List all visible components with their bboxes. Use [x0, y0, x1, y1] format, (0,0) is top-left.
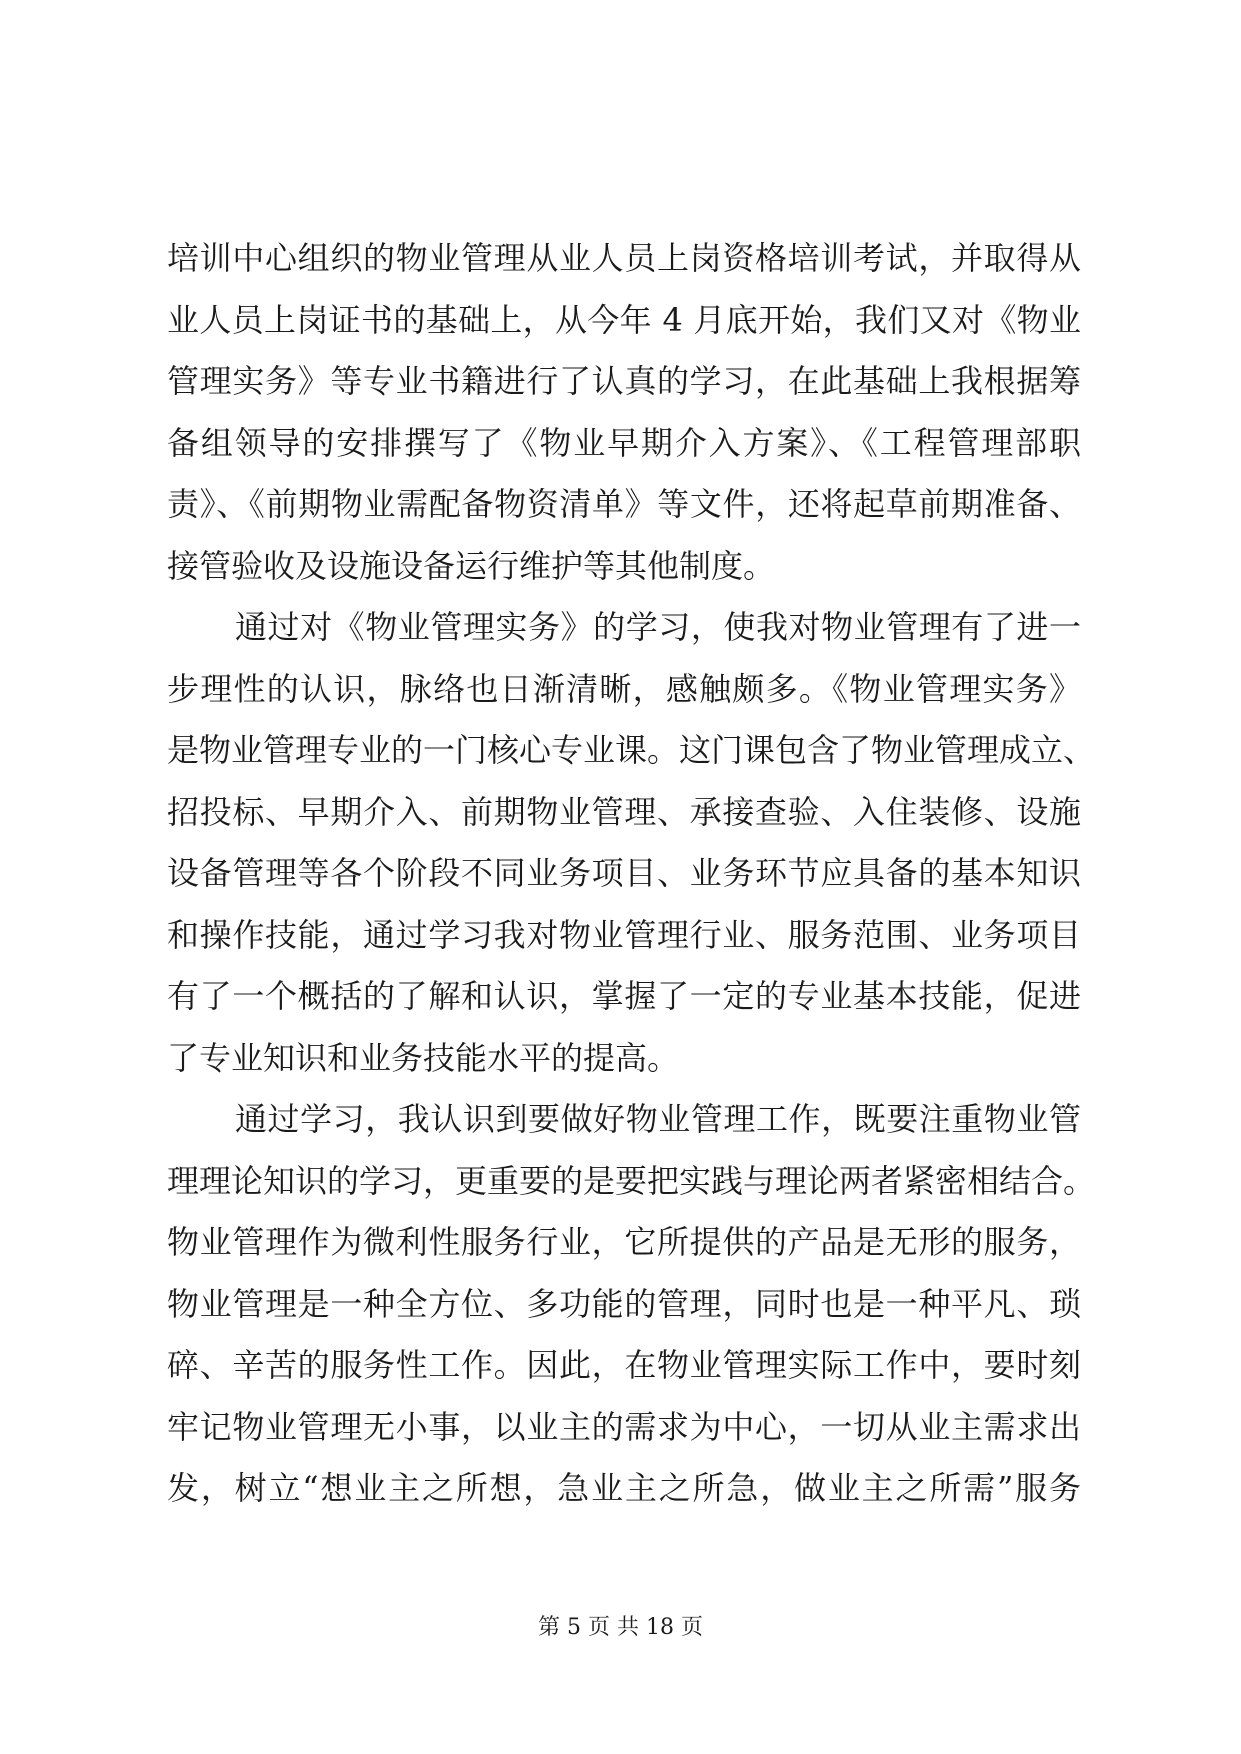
text-line: 通过对《物业管理实务》的学习，使我对物业管理有了进一: [235, 608, 1081, 646]
text-line: 业人员上岗证书的基础上，从今年 4 月底开始，我们又对《物业: [167, 300, 1081, 339]
body-text: [167, 228, 1096, 1520]
page-number-footer: 第 5 页 共 18 页: [538, 1615, 703, 1640]
text-line: 是物业管理专业的一门核心专业课。这门课包含了物业管理成立、: [167, 731, 1096, 769]
paragraph-1: [167, 228, 1081, 597]
text-line: 接管验收及设施设备运行维护等其他制度。: [167, 546, 776, 585]
text-line: 理理论知识的学习，更重要的是要把实践与理论两者紧密相结合。: [167, 1161, 1096, 1200]
text-line: 培训中心组织的物业管理从业人员上岗资格培训考试，并取得从: [167, 239, 1081, 277]
text-line: 设备管理等各个阶段不同业务项目、业务环节应具备的基本知识: [167, 854, 1081, 892]
text-line: 物业管理是一种全方位、多功能的管理，同时也是一种平凡、琐: [167, 1284, 1081, 1323]
text-line: 了专业知识和业务技能水平的提高。: [167, 1038, 680, 1077]
text-line: 责》、《前期物业需配备物资清单》等文件，还将起草前期准备、: [167, 485, 1081, 523]
text-line: 通过学习，我认识到要做好物业管理工作，既要注重物业管: [235, 1100, 1081, 1138]
text-line: 招投标、早期介入、前期物业管理、承接查验、入住装修、设施: [167, 792, 1081, 831]
text-line: 步理性的认识，脉络也日渐清晰，感触颇多。《物业管理实务》: [167, 669, 1081, 708]
text-line: 有了一个概括的了解和认识，掌握了一定的专业基本技能，促进: [167, 977, 1081, 1015]
paragraph-2: [167, 597, 1096, 1089]
text-line: 和操作技能，通过学习我对物业管理行业、服务范围、业务项目: [167, 915, 1081, 954]
text-line: 碎、辛苦的服务性工作。因此，在物业管理实际工作中，要时刻: [167, 1346, 1081, 1384]
text-line: 牢记物业管理无小事，以业主的需求为中心，一切从业主需求出: [167, 1407, 1081, 1446]
text-line: 备组领导的安排撰写了《物业早期介入方案》、《工程管理部职: [167, 423, 1081, 462]
text-line: 发，树立“想业主之所想，急业主之所急，做业主之所需”服务: [167, 1469, 1081, 1507]
text-line: 物业管理作为微利性服务行业，它所提供的产品是无形的服务，: [167, 1223, 1081, 1261]
paragraph-3: [167, 1089, 1096, 1520]
text-line: 管理实务》等专业书籍进行了认真的学习，在此基础上我根据筹: [167, 362, 1081, 400]
